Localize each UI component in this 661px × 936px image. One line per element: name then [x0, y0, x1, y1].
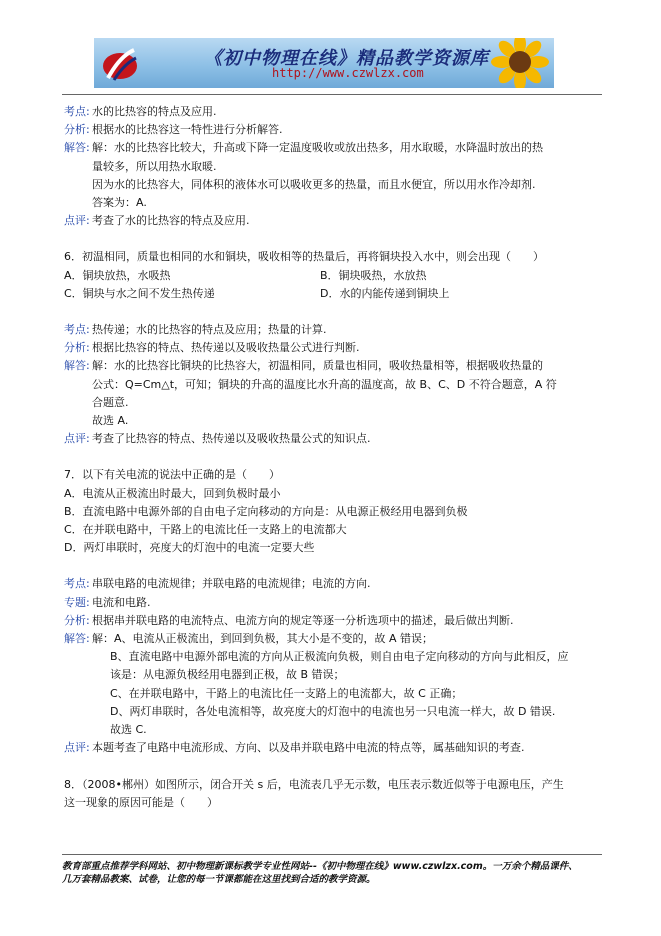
q6-option-b: B．铜块吸热，水放热: [320, 268, 427, 282]
q7-option-b: B．直流电路中电源外部的自由电子定向移动的方向是：从电源正极经用电器到负极: [64, 504, 468, 518]
q7-jieda-line: 故选 C.: [110, 723, 147, 737]
q6-options-row: [64, 267, 596, 285]
q5-dianping: 点评: 考查了水的比热容的特点及应用.: [64, 214, 250, 228]
q5-jieda: 解答: 解：水的比热容比较大，升高或下降一定温度吸收或放出热多，用水取暖，水降温时放出的热: [64, 141, 543, 155]
footer-divider: [62, 854, 602, 855]
q7-option-d: D．两灯串联时，亮度大的灯泡中的电流一定要大些: [64, 541, 315, 555]
q6-option-d: D．水的内能传递到铜块上: [320, 286, 450, 300]
q6-jieda-line: 合题意.: [92, 395, 129, 409]
footer-line-2: 几万套精品教案、试卷，让您的每一节课都能在这里找到合适的教学资源。: [62, 874, 376, 885]
q7-jieda-line: C、在并联电路中，干路上的电流比任一支路上的电流都大，故 C 正确；: [110, 686, 463, 700]
q7-dianping: 点评: 本题考查了电路中电流形成、方向、以及串并联电路中电流的特点等，属基础知识的考查.: [64, 741, 525, 755]
q6-dianping: 点评: 考查了比热容的特点、热传递以及吸收热量公式的知识点.: [64, 432, 371, 446]
q6-jieda: 解答: 解：水的比热容比铜块的比热容大，初温相同，质量也相同，吸收热量相等，根据吸收热量的: [64, 359, 543, 373]
sunflower-icon: [490, 38, 550, 88]
q5-jieda-line: 量较多，所以用热水取暖.: [92, 159, 217, 173]
footer-line-1: 教育部重点推荐学科网站、初中物理新课标教学专业性网站--《初中物理在线》www.czwlzx.com。一万余个精品课件、: [62, 861, 578, 872]
q8-stem-line: 这一现象的原因可能是（ ）: [64, 795, 218, 809]
q6-option-a: A．铜块放热，水吸热: [64, 268, 171, 282]
q6-jieda-line: 故选 A.: [92, 414, 129, 428]
q6-fenxi: 分析: 根据比热容的特点、热传递以及吸收热量公式进行判断.: [64, 341, 360, 355]
document-body: [64, 103, 596, 812]
q7-jieda: 解答: 解：A、电流从正极流出，到回到负极，其大小是不变的，故 A 错误；: [64, 632, 434, 646]
q7-zhuanti: 专题: 电流和电路.: [64, 595, 151, 609]
q7-kaodian: 考点: 串联电路的电流规律；并联电路的电流规律；电流的方向.: [64, 577, 371, 591]
q6-stem: 6．初温相同，质量也相同的水和铜块，吸收相等的热量后，再将铜块投入水中，则会出现（ ）: [64, 250, 544, 264]
site-logo-icon: [100, 42, 140, 84]
q7-jieda-line: B、直流电路中电源外部电流的方向从正极流向负极，则自由电子定向移动的方向与此相反，应: [110, 650, 569, 664]
q7-jieda-line: D、两灯串联时，各处电流相等，故亮度大的灯泡中的电流也另一只电流一样大，故 D 错误.: [110, 704, 556, 718]
q8-stem-line: 8．（2008•郴州）如图所示，闭合开关 s 后，电流表几乎无示数，电压表示数近似等于电源电压，产生: [64, 777, 564, 791]
q6-option-c: C．铜块与水之间不发生热传递: [64, 286, 215, 300]
q5-kaodian: 考点: 水的比热容的特点及应用.: [64, 105, 217, 118]
q6-kaodian: 考点: 热传递；水的比热容的特点及应用；热量的计算.: [64, 323, 327, 337]
q7-jieda-line: 该是：从电源负极经用电器到正极，故 B 错误；: [110, 668, 345, 682]
q5-jieda-line: 因为水的比热容大，同体积的液体水可以吸收更多的热量，而且水便宜，所以用水作冷却剂.: [92, 177, 536, 191]
header-banner: [94, 38, 554, 88]
q7-option-c: C．在并联电路中，干路上的电流比任一支路上的电流都大: [64, 523, 347, 537]
banner-title: 《初中物理在线》精品教学资源库: [204, 48, 489, 69]
q7-option-a: A．电流从正极流出时最大，回到负极时最小: [64, 486, 281, 500]
banner-url[interactable]: http://www.czwlzx.com: [272, 66, 424, 80]
header-divider: [62, 94, 602, 95]
q6-options-row: [64, 285, 596, 303]
q5-jieda-line: 答案为：A.: [92, 196, 147, 210]
q6-jieda-line: 公式：Q=Cm△t，可知；铜块的升高的温度比水升高的温度高，故 B、C、D 不符合题意，A 符: [92, 377, 557, 391]
q5-fenxi: 分析: 根据水的比热容这一特性进行分析解答.: [64, 123, 283, 137]
page-footer: [62, 860, 602, 886]
q7-stem: 7．以下有关电流的说法中正确的是（ ）: [64, 468, 280, 482]
q7-fenxi: 分析: 根据串并联电路的电流特点、电流方向的规定等逐一分析选项中的描述，最后做出判断.: [64, 613, 514, 627]
